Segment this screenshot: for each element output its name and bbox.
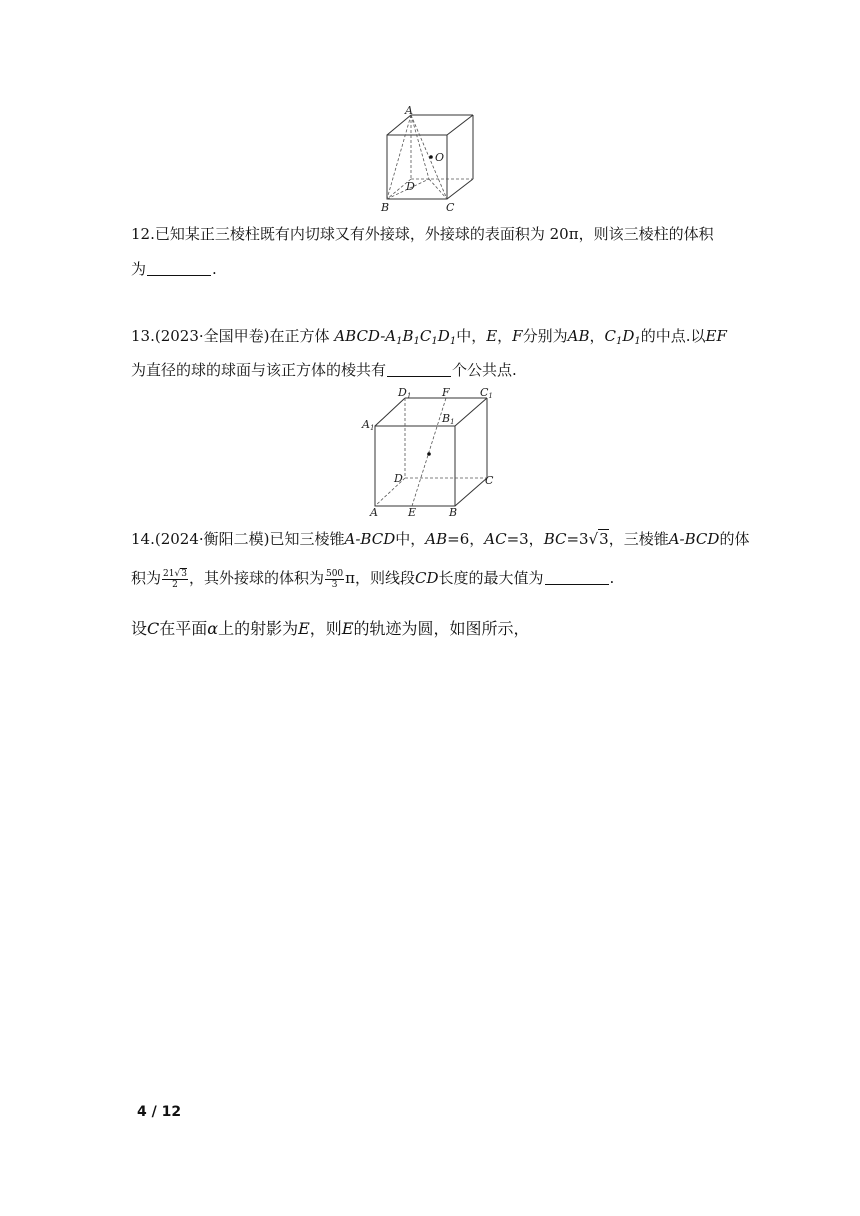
q14-answer-blank <box>545 570 609 585</box>
q13-line2a: 为直径的球的球面与该正方体的棱共有 <box>131 361 387 379</box>
q12-answer-blank <box>147 261 211 276</box>
q13-answer-blank <box>387 362 451 377</box>
q13-t4: 分别为 <box>522 327 568 345</box>
q14-cd: CD <box>415 569 439 587</box>
q12-text-a: 已知某正三棱柱既有内切球又有外接球，外接球的表面积为 20π，则该三棱柱的体积 <box>154 225 714 243</box>
q13-line1 <box>131 326 727 346</box>
q13-t3: ， <box>497 327 513 345</box>
q13-ef: EF <box>705 327 727 345</box>
q13-line2b: 个公共点. <box>452 361 517 379</box>
q14-ac: AC <box>484 530 507 548</box>
label-F: F <box>442 386 450 399</box>
q13-cube-name: ABCD-$A_1B_1C_1D_1$ <box>334 327 457 347</box>
q13-t6: 的中点.以 <box>640 327 706 345</box>
label-O: O <box>435 151 445 164</box>
q14-volume-fraction: $\frac{21√3}{2}$ <box>163 568 187 590</box>
q14-l2c: π，则线段 <box>345 569 416 587</box>
label-E: E <box>408 506 417 518</box>
q14-number: 14. <box>131 530 155 548</box>
note-t1: 设 <box>131 619 148 638</box>
label-A: A <box>405 105 413 117</box>
q14-pyr: A-BCD <box>344 530 396 548</box>
q14-l2a: 积为 <box>131 569 162 587</box>
q13-number: 13. <box>131 327 155 345</box>
q14-bc-val: =3 <box>566 530 589 548</box>
label-C1: C1 <box>480 386 493 400</box>
label-B: B <box>381 201 390 214</box>
q13-line2 <box>131 360 517 380</box>
q14-ac-val: =3， <box>506 530 544 548</box>
solution-note <box>131 619 530 639</box>
label-D1: D1 <box>398 386 412 400</box>
q14-bc: BC <box>543 530 567 548</box>
q13-source: (2023·全国甲卷) <box>154 327 270 345</box>
note-c: C <box>147 619 160 638</box>
q13-t1: 在正方体 <box>269 327 330 345</box>
figure-cube-pyramid <box>375 105 485 215</box>
q14-t1: 已知三棱锥 <box>269 530 345 548</box>
q12-text-b: 为 <box>131 260 147 278</box>
q12-line2 <box>131 259 217 279</box>
q13-ab: AB <box>567 327 590 345</box>
q14-line2 <box>131 566 614 590</box>
q14-line1: 14.(2024·衡阳二模)已知三棱锥A-BCD中，AB=6，AC=3，BC=3√3，三棱锥A-BCD的体 <box>131 530 750 548</box>
q14-t4: 的体 <box>719 530 750 548</box>
q14-sphere-fraction: $\frac{500}{3}$ <box>325 568 344 590</box>
label-B1: B1 <box>442 412 455 426</box>
q13-e: E <box>486 327 498 345</box>
q14-ab-val: =6， <box>447 530 485 548</box>
label-A1: A1 <box>362 418 375 432</box>
note-t3: 上的射影为 <box>218 619 299 638</box>
q14-ab: AB <box>425 530 448 548</box>
page-number: 4 / 12 <box>137 1104 182 1120</box>
label-A: A <box>370 506 378 518</box>
q12-text-c: . <box>212 260 217 278</box>
q14-pyr2: A-BCD <box>668 530 720 548</box>
note-t4: ，则 <box>309 619 342 638</box>
q12-line1 <box>131 224 714 244</box>
q14-l2d: 长度的最大值为 <box>438 569 544 587</box>
q13-t2: 中， <box>456 327 487 345</box>
note-alpha: α <box>207 619 219 638</box>
q13-f: F <box>512 327 523 345</box>
q14-l2b: ，其外接球的体积为 <box>188 569 324 587</box>
note-t2: 在平面 <box>159 619 208 638</box>
label-C: C <box>485 474 494 487</box>
q14-bc-root: 3 <box>599 530 609 548</box>
note-t5: 的轨迹为圆，如图所示， <box>353 619 530 638</box>
q12-number: 12. <box>131 225 155 243</box>
label-B: B <box>449 506 458 518</box>
q13-c1d1: $C_1D_1$ <box>604 327 641 347</box>
q14-t2: 中， <box>395 530 426 548</box>
q14-t3: ，三棱锥 <box>608 530 669 548</box>
q14-l2e: . <box>609 569 615 587</box>
note-e2: E <box>341 619 354 638</box>
label-D: D <box>394 472 403 485</box>
label-C: C <box>446 201 455 214</box>
q14-source: (2024·衡阳二模) <box>154 530 270 548</box>
label-D: D <box>406 180 415 193</box>
note-e: E <box>298 619 310 638</box>
q13-t5: ， <box>589 327 605 345</box>
figure-cube-ef <box>360 386 500 518</box>
